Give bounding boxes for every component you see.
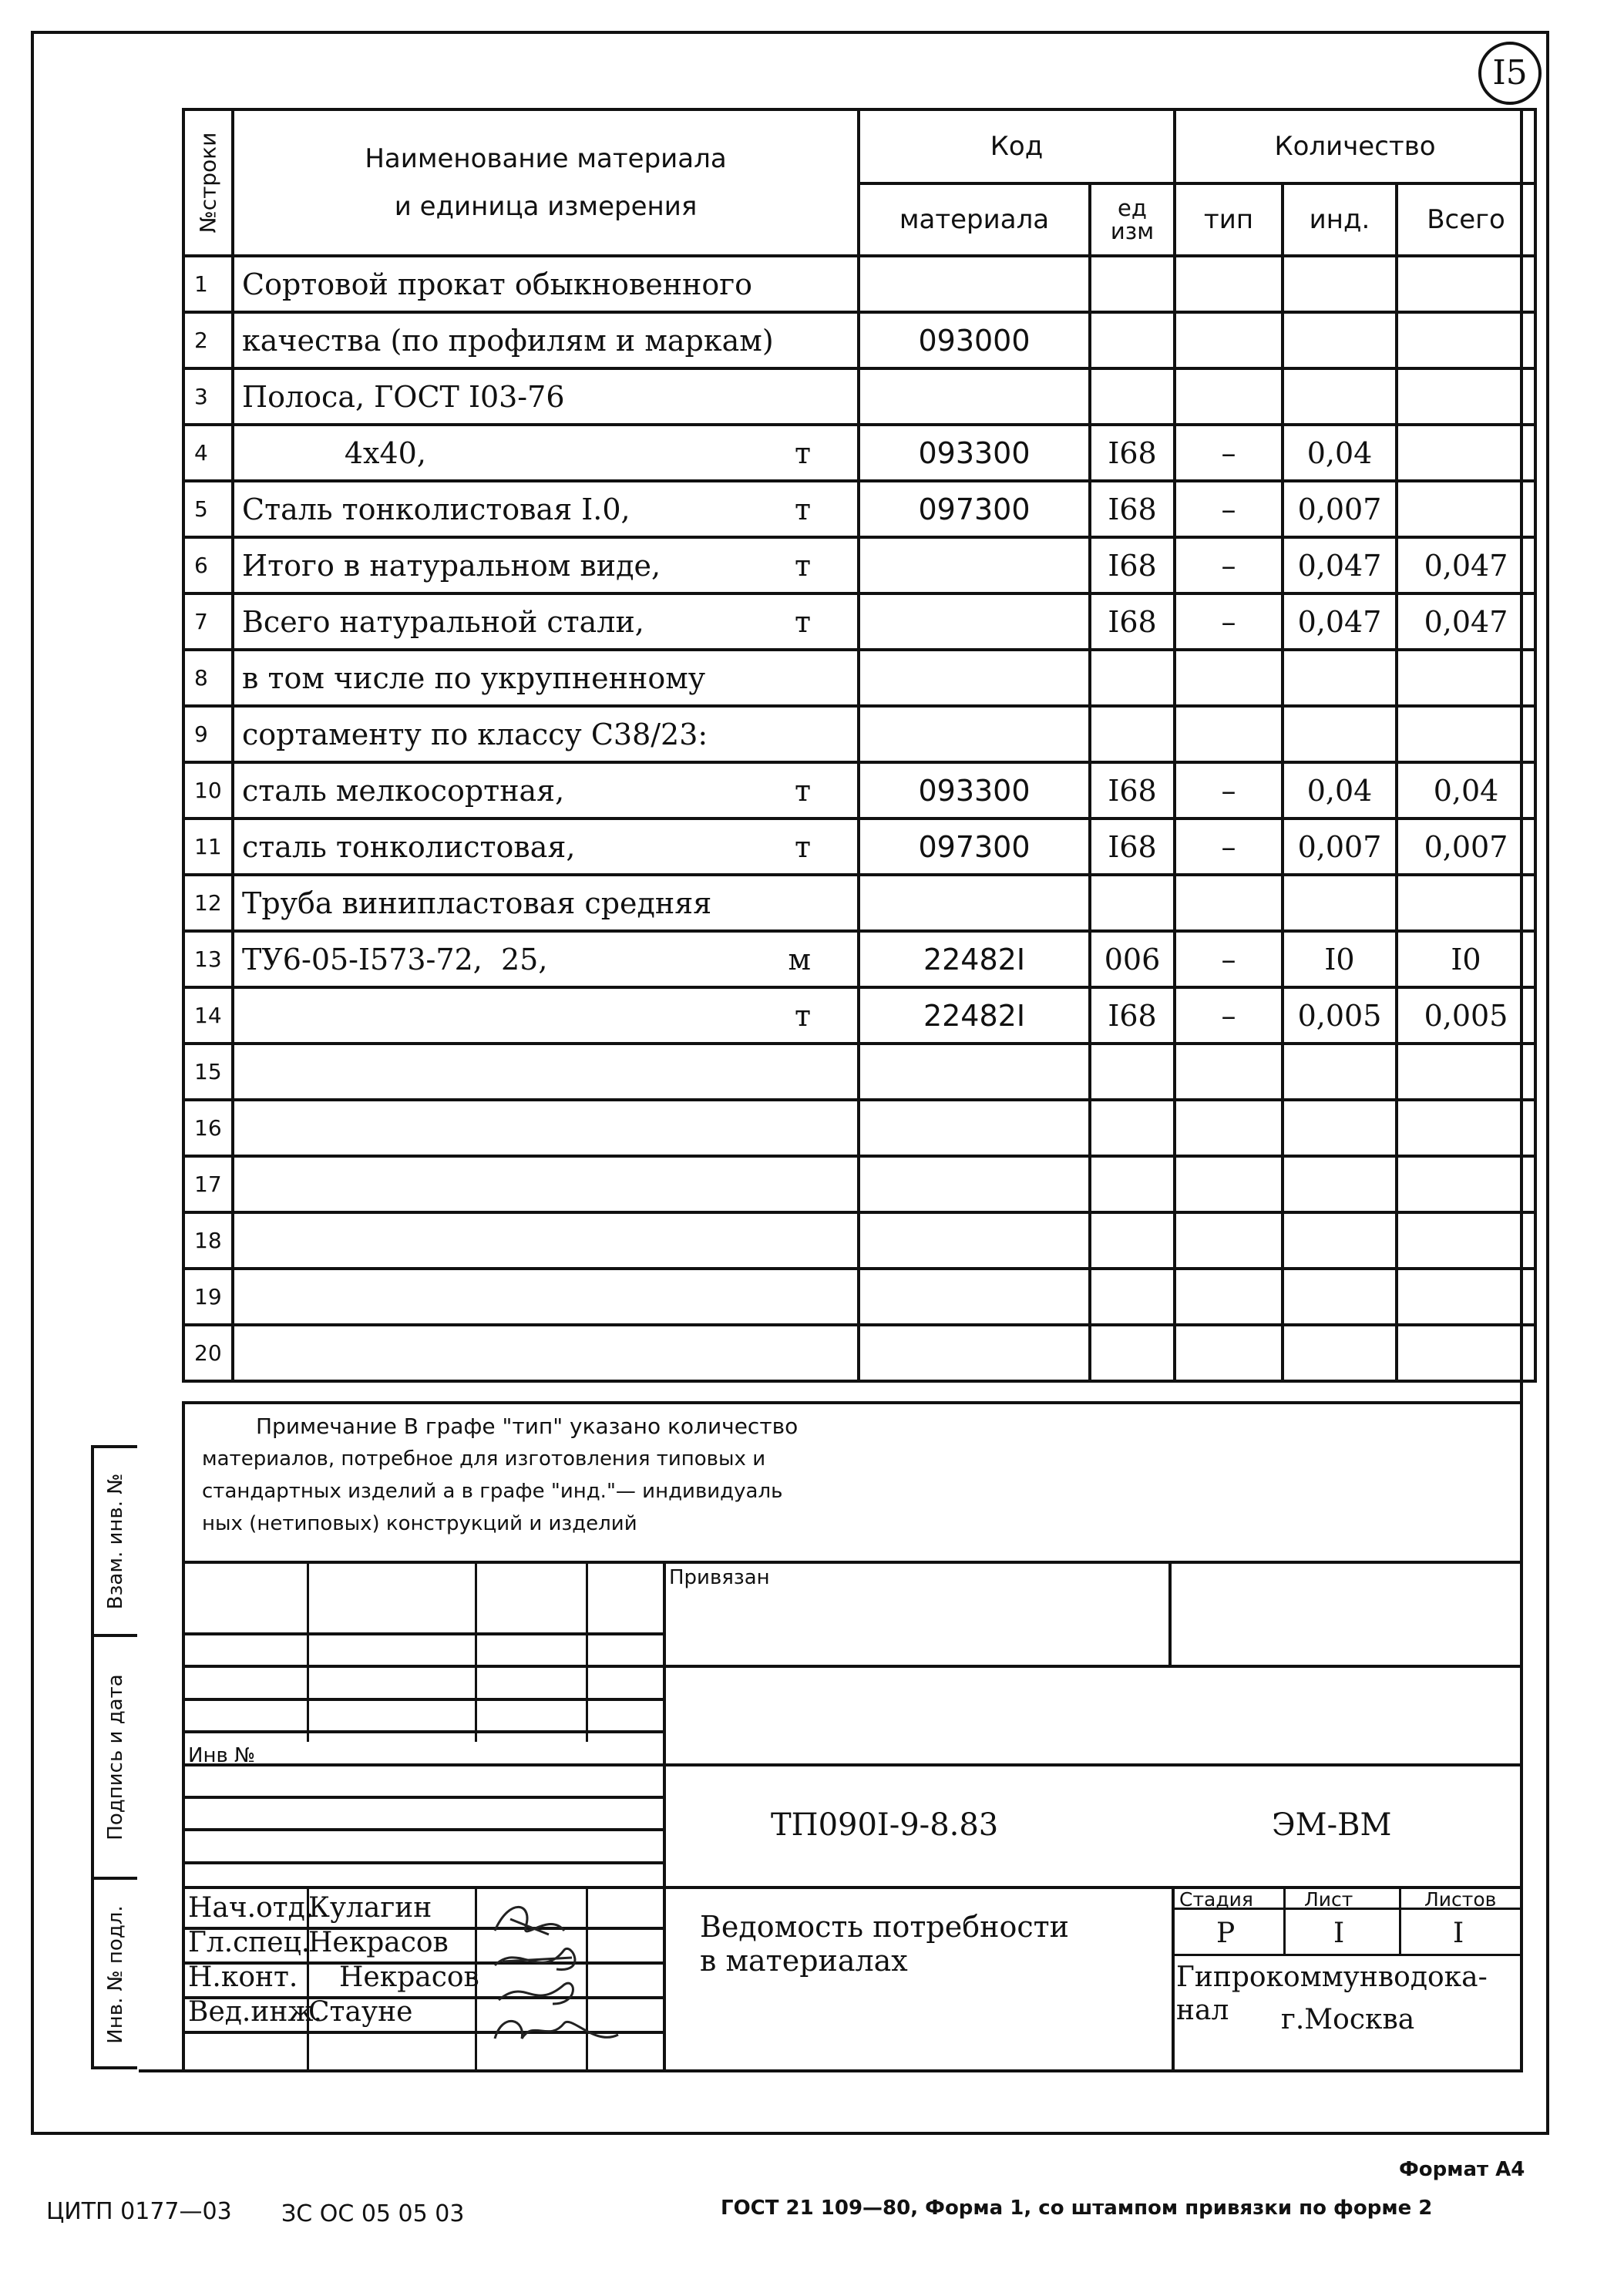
unit-of-measure: т	[794, 548, 811, 583]
signatory-name: Некрасов	[308, 1927, 449, 1958]
material-code	[859, 875, 1090, 931]
unit-code	[1090, 1100, 1175, 1156]
qty-type	[1175, 875, 1283, 931]
row-number: 14	[183, 987, 233, 1044]
qty-type	[1175, 256, 1283, 312]
stamp-vline-9	[1172, 1886, 1175, 2071]
table-row	[183, 1156, 1535, 1212]
row-number: 12	[183, 875, 233, 931]
header-qty-group: Количество	[1175, 109, 1535, 183]
qty-ind	[1283, 650, 1397, 706]
qty-ind: 0,04	[1283, 762, 1397, 819]
qty-total	[1397, 650, 1535, 706]
table-row	[183, 425, 1535, 481]
qty-type	[1175, 368, 1283, 425]
qty-ind: 0,04	[1283, 425, 1397, 481]
material-code	[859, 1156, 1090, 1212]
table-row	[183, 1325, 1535, 1381]
table-row	[183, 650, 1535, 706]
material-name	[233, 1212, 859, 1269]
unit-code	[1090, 1212, 1175, 1269]
org-line1: Гипрокоммунводока-	[1176, 1961, 1488, 1993]
qty-ind	[1283, 1100, 1397, 1156]
signatory-name: Стауне	[308, 1996, 413, 2028]
table-row	[183, 875, 1535, 931]
row-number: 4	[183, 425, 233, 481]
qty-type	[1175, 650, 1283, 706]
material-code	[859, 537, 1090, 593]
material-name	[233, 987, 859, 1044]
sheets-value: I	[1453, 1918, 1464, 1949]
qty-total	[1397, 1100, 1535, 1156]
unit-code: I68	[1090, 593, 1175, 650]
table-row	[183, 481, 1535, 537]
material-code	[859, 1325, 1090, 1381]
unit-code	[1090, 1269, 1175, 1325]
qty-total	[1397, 425, 1535, 481]
material-code: 093000	[859, 312, 1090, 368]
row-number: 13	[183, 931, 233, 987]
stamp-vline-1	[307, 1561, 309, 1742]
unit-code: I68	[1090, 987, 1175, 1044]
table-row	[183, 537, 1535, 593]
qty-type: –	[1175, 987, 1283, 1044]
material-name: 4х40, т	[233, 425, 859, 481]
qty-ind: I0	[1283, 931, 1397, 987]
material-code: 093300	[859, 425, 1090, 481]
qty-total: 0,04	[1397, 762, 1535, 819]
signatory-role: Гл.спец.	[188, 1927, 311, 1958]
material-code	[859, 1044, 1090, 1100]
unit-of-measure: т	[794, 604, 811, 639]
row-number: 10	[183, 762, 233, 819]
material-name: сталь мелкосортная, т	[233, 762, 859, 819]
material-name: сталь тонколистовая, т	[233, 819, 859, 875]
binding-strip	[91, 1445, 137, 2069]
material-code: 22482I	[859, 987, 1090, 1044]
binding-vzam: Взам. инв. №	[94, 1448, 137, 1637]
unit-code	[1090, 1044, 1175, 1100]
material-code: 097300	[859, 481, 1090, 537]
qty-ind: 0,047	[1283, 593, 1397, 650]
material-code	[859, 593, 1090, 650]
stamp-line-e	[182, 1730, 663, 1733]
inv-no-label: Инв №	[188, 1744, 256, 1767]
qty-ind: 0,005	[1283, 987, 1397, 1044]
qty-ind	[1283, 706, 1397, 762]
row-number: 8	[183, 650, 233, 706]
table-row	[183, 368, 1535, 425]
material-name: Всего натуральной стали, т	[233, 593, 859, 650]
unit-code: I68	[1090, 762, 1175, 819]
row-number: 5	[183, 481, 233, 537]
table-row	[183, 1100, 1535, 1156]
table-row	[183, 819, 1535, 875]
qty-total	[1397, 1325, 1535, 1381]
material-name	[233, 1156, 859, 1212]
row-number: 3	[183, 368, 233, 425]
material-name: Итого в натуральном виде, т	[233, 537, 859, 593]
row-number: 16	[183, 1100, 233, 1156]
footer-gost: ГОСТ 21 109—80, Форма 1, со штампом привязки по форме 2	[721, 2197, 1433, 2220]
table-row	[183, 1269, 1535, 1325]
qty-total	[1397, 312, 1535, 368]
material-name: Труба винипластовая средняя	[233, 875, 859, 931]
table-row	[183, 706, 1535, 762]
header-code-unit: ед изм	[1090, 183, 1175, 256]
unit-code	[1090, 256, 1175, 312]
row-number: 9	[183, 706, 233, 762]
stamp-line-c	[182, 1665, 1523, 1668]
qty-type: –	[1175, 819, 1283, 875]
signatory-role: Н.конт.	[188, 1961, 298, 1993]
footer-format: Формат А4	[1399, 2158, 1525, 2181]
header-qty-total: Всего	[1397, 183, 1535, 256]
row-number: 2	[183, 312, 233, 368]
privyazan-label: Привязан	[669, 1566, 770, 1589]
stamp-line-a	[182, 1561, 1523, 1564]
qty-total	[1397, 1044, 1535, 1100]
material-code	[859, 706, 1090, 762]
material-name: сортаменту по классу С38/23:	[233, 706, 859, 762]
qty-total	[1397, 368, 1535, 425]
material-code	[859, 1100, 1090, 1156]
material-code: 22482I	[859, 931, 1090, 987]
unit-code	[1090, 368, 1175, 425]
sheets-label: Листов	[1424, 1888, 1497, 1911]
material-name	[233, 1100, 859, 1156]
stage-label: Стадия	[1179, 1888, 1253, 1911]
qty-type	[1175, 1325, 1283, 1381]
qty-total: 0,007	[1397, 819, 1535, 875]
qty-total	[1397, 875, 1535, 931]
qty-total: 0,047	[1397, 537, 1535, 593]
material-code	[859, 256, 1090, 312]
table-row	[183, 762, 1535, 819]
qty-type	[1175, 1100, 1283, 1156]
qty-ind: 0,047	[1283, 537, 1397, 593]
qty-type	[1175, 1212, 1283, 1269]
qty-total: I0	[1397, 931, 1535, 987]
row-number: 18	[183, 1212, 233, 1269]
binding-inv-podl: Инв. № подл.	[104, 1905, 127, 2044]
org-city: г.Москва	[1281, 2004, 1415, 2035]
table-row	[183, 256, 1535, 312]
qty-ind	[1283, 1325, 1397, 1381]
qty-total	[1397, 706, 1535, 762]
qty-ind: 0,007	[1283, 481, 1397, 537]
row-number: 7	[183, 593, 233, 650]
qty-ind	[1283, 875, 1397, 931]
drawing-designation: ТП090I-9-8.83	[771, 1807, 999, 1843]
org-line2: нал	[1176, 1995, 1229, 2026]
unit-code	[1090, 875, 1175, 931]
sheet-number: I5	[1478, 42, 1542, 105]
material-name: качества (по профилям и маркам)	[233, 312, 859, 368]
row-number: 15	[183, 1044, 233, 1100]
material-code	[859, 1212, 1090, 1269]
qty-total: 0,047	[1397, 593, 1535, 650]
qty-total	[1397, 256, 1535, 312]
stamp-line-p	[1172, 1954, 1523, 1956]
header-code-material: материала	[859, 183, 1090, 256]
unit-of-measure: т	[794, 492, 811, 526]
material-name	[233, 1325, 859, 1381]
qty-type: –	[1175, 425, 1283, 481]
material-name	[233, 1044, 859, 1100]
signatory-role: Вед.инж.	[188, 1996, 322, 2028]
footer-left: ЦИТП 0177—03	[46, 2198, 232, 2225]
qty-ind: 0,007	[1283, 819, 1397, 875]
material-name: Сортовой прокат обыкновенного	[233, 256, 859, 312]
qty-ind	[1283, 1044, 1397, 1100]
qty-type: –	[1175, 593, 1283, 650]
material-name: ТУ6-05-I573-72, 25, м	[233, 931, 859, 987]
qty-ind	[1283, 256, 1397, 312]
table-row	[183, 1044, 1535, 1100]
header-qty-ind: инд.	[1283, 183, 1397, 256]
unit-of-measure: т	[794, 435, 811, 470]
unit-code: I68	[1090, 425, 1175, 481]
material-code: 093300	[859, 762, 1090, 819]
unit-code: I68	[1090, 481, 1175, 537]
qty-type	[1175, 312, 1283, 368]
unit-code: 006	[1090, 931, 1175, 987]
row-number: 11	[183, 819, 233, 875]
stamp-vline-2	[475, 1561, 477, 1742]
table-row	[183, 312, 1535, 368]
binding-podpis: Подпись и дата	[94, 1637, 137, 1880]
unit-of-measure: т	[794, 998, 811, 1033]
row-number: 17	[183, 1156, 233, 1212]
material-code	[859, 1269, 1090, 1325]
header-qty-type: тип	[1175, 183, 1283, 256]
qty-ind	[1283, 1156, 1397, 1212]
stamp-vline-10	[1283, 1886, 1286, 1955]
qty-total: 0,005	[1397, 987, 1535, 1044]
stamp-vline-8	[1168, 1561, 1172, 1665]
qty-total	[1397, 481, 1535, 537]
sheet-label: Лист	[1304, 1888, 1353, 1911]
table-row	[183, 1212, 1535, 1269]
unit-code: I68	[1090, 819, 1175, 875]
qty-ind	[1283, 1269, 1397, 1325]
header-name: Наименование материала и единица измерения	[233, 109, 859, 256]
material-name: в том числе по укрупненному	[233, 650, 859, 706]
sheet-value: I	[1333, 1918, 1345, 1949]
stamp-right-line	[1520, 108, 1523, 2072]
stamp-vline-3	[586, 1561, 588, 1742]
material-code	[859, 650, 1090, 706]
signatures-graphic	[479, 1888, 664, 2073]
material-name: Полоса, ГОСТ I03-76	[233, 368, 859, 425]
unit-code	[1090, 650, 1175, 706]
stamp-vline-11	[1399, 1886, 1401, 1955]
qty-type: –	[1175, 537, 1283, 593]
stamp-line-i	[182, 1861, 663, 1864]
document-title: Ведомость потребности в материалах	[700, 1910, 1069, 1978]
qty-ind	[1283, 368, 1397, 425]
stamp-line-g	[182, 1796, 663, 1799]
stamp-bottom-line	[139, 2069, 1523, 2072]
qty-type: –	[1175, 481, 1283, 537]
qty-type: –	[1175, 762, 1283, 819]
qty-type	[1175, 1269, 1283, 1325]
unit-code	[1090, 706, 1175, 762]
unit-code	[1090, 1156, 1175, 1212]
signatory-name: Кулагин	[308, 1892, 432, 1924]
qty-type	[1175, 706, 1283, 762]
table-row	[183, 987, 1535, 1044]
materials-table	[182, 108, 1537, 1383]
header-rownum: №строки	[183, 109, 233, 256]
signatory-role: Нач.отд.	[188, 1892, 314, 1924]
stage-value: Р	[1216, 1918, 1236, 1949]
note: Примечание В графе "тип" указано количество материалов, потребное для изготовления типовых и стандартных изделий а в графе "инд."— индивидуаль ных (нетиповых) конструкций и изделий	[202, 1414, 799, 1535]
stamp-line-d	[182, 1698, 663, 1701]
unit-of-measure: т	[794, 829, 811, 864]
qty-type	[1175, 1156, 1283, 1212]
row-number: 1	[183, 256, 233, 312]
unit-of-measure: м	[788, 942, 811, 977]
unit-code	[1090, 312, 1175, 368]
row-number: 20	[183, 1325, 233, 1381]
unit-code: I68	[1090, 537, 1175, 593]
unit-of-measure: т	[794, 773, 811, 808]
qty-ind	[1283, 312, 1397, 368]
stamp-line-f	[182, 1763, 1523, 1766]
qty-total	[1397, 1156, 1535, 1212]
signatory-name: Некрасов	[339, 1961, 479, 1993]
stamp-top-line	[182, 1401, 1523, 1404]
footer-mid: ЗС ОС 05 05 03	[281, 2200, 465, 2227]
table-row	[183, 931, 1535, 987]
material-code: 097300	[859, 819, 1090, 875]
table-row	[183, 593, 1535, 650]
stamp-line-h	[182, 1828, 663, 1831]
qty-type: –	[1175, 931, 1283, 987]
qty-total	[1397, 1269, 1535, 1325]
qty-ind	[1283, 1212, 1397, 1269]
stamp-line-b	[182, 1632, 663, 1635]
header-code-group: Код	[859, 109, 1175, 183]
stamp-left-line	[182, 1401, 185, 2069]
drawing-part: ЭМ-ВМ	[1272, 1807, 1392, 1843]
row-number: 6	[183, 537, 233, 593]
material-code	[859, 368, 1090, 425]
unit-code	[1090, 1325, 1175, 1381]
material-name: Сталь тонколистовая I.0, т	[233, 481, 859, 537]
qty-total	[1397, 1212, 1535, 1269]
material-name	[233, 1269, 859, 1325]
qty-type	[1175, 1044, 1283, 1100]
row-number: 19	[183, 1269, 233, 1325]
